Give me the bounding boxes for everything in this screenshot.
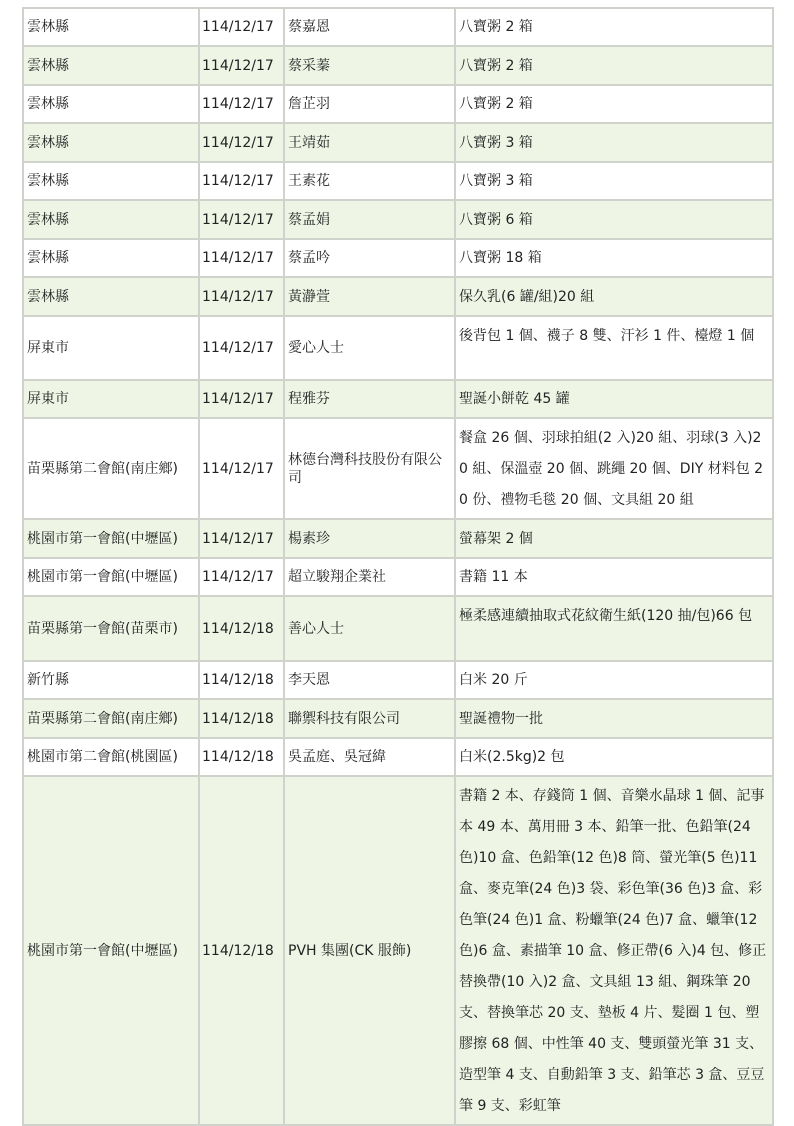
table-row	[23, 239, 773, 277]
location-cell: 雲林縣	[23, 85, 199, 123]
location-cell: 桃園市第一會館(中壢區)	[23, 519, 199, 558]
donor-cell: 蔡孟娟	[284, 200, 455, 239]
location-cell: 雲林縣	[23, 162, 199, 200]
donor-cell: 林德台灣科技股份有限公司	[284, 418, 455, 519]
items-cell: 餐盒 26 個、羽球拍組(2 入)20 組、羽球(3 入)20 組、保溫壺 20 個、跳繩 20 個、DIY 材料包 20 份、禮物毛毯 20 個、文具組 20 組	[455, 418, 773, 519]
date-cell: 114/12/17	[199, 239, 284, 277]
date-cell: 114/12/17	[199, 200, 284, 239]
date-cell: 114/12/17	[199, 123, 284, 162]
items-cell: 白米(2.5kg)2 包	[455, 738, 773, 776]
table-row	[23, 558, 773, 596]
location-cell: 雲林縣	[23, 277, 199, 316]
items-cell: 聖誕禮物一批	[455, 699, 773, 738]
donor-cell: 王素花	[284, 162, 455, 200]
donor-cell: 黃瀞萱	[284, 277, 455, 316]
location-cell: 桃園市第一會館(中壢區)	[23, 558, 199, 596]
table-row	[23, 277, 773, 316]
donor-cell: 楊素珍	[284, 519, 455, 558]
table-row	[23, 380, 773, 418]
date-cell: 114/12/18	[199, 596, 284, 661]
date-cell: 114/12/17	[199, 316, 284, 380]
location-cell: 苗栗縣第二會館(南庄鄉)	[23, 418, 199, 519]
location-cell: 苗栗縣第一會館(苗栗市)	[23, 596, 199, 661]
date-cell: 114/12/17	[199, 519, 284, 558]
table-row	[23, 738, 773, 776]
location-cell: 雲林縣	[23, 239, 199, 277]
table-row	[23, 418, 773, 519]
location-cell: 雲林縣	[23, 46, 199, 85]
table-row	[23, 123, 773, 162]
location-cell: 新竹縣	[23, 661, 199, 699]
location-cell: 雲林縣	[23, 123, 199, 162]
items-cell: 保久乳(6 罐/組)20 組	[455, 277, 773, 316]
donor-cell: 聯禦科技有限公司	[284, 699, 455, 738]
location-cell: 苗栗縣第二會館(南庄鄉)	[23, 699, 199, 738]
donor-cell: 吳孟庭、吳冠緯	[284, 738, 455, 776]
donor-cell: 善心人士	[284, 596, 455, 661]
donation-table	[22, 7, 774, 1126]
donor-cell: 李天恩	[284, 661, 455, 699]
table-row	[23, 200, 773, 239]
items-cell: 螢幕架 2 個	[455, 519, 773, 558]
table-row	[23, 316, 773, 380]
location-cell: 屏東市	[23, 380, 199, 418]
items-cell: 極柔感連續抽取式花紋衛生紙(120 抽/包)66 包	[455, 596, 773, 661]
donor-cell: 蔡采蓁	[284, 46, 455, 85]
location-cell: 雲林縣	[23, 8, 199, 46]
donor-cell: 程雅芬	[284, 380, 455, 418]
date-cell: 114/12/17	[199, 380, 284, 418]
table-row	[23, 776, 773, 1125]
table-row	[23, 8, 773, 46]
donor-cell: 蔡嘉恩	[284, 8, 455, 46]
location-cell: 桃園市第二會館(桃園區)	[23, 738, 199, 776]
donor-cell: PVH 集團(CK 服飾)	[284, 776, 455, 1125]
donor-cell: 詹芷羽	[284, 85, 455, 123]
table-row	[23, 162, 773, 200]
table-row	[23, 699, 773, 738]
items-cell: 書籍 2 本、存錢筒 1 個、音樂水晶球 1 個、記事本 49 本、萬用冊 3 本、鉛筆一批、色鉛筆(24 色)10 盒、色鉛筆(12 色)8 筒、螢光筆(5 色)11 盒、麥克筆(24 色)3 袋、彩色筆(36 色)3 盒、彩色筆(24 色)1 盒、粉蠟筆(24 色)7 盒、蠟筆(12 色)6 盒、素描筆 10 盒、修正帶(6 入)4 包、修正替換帶(10 入)2 盒、文具組 13 組、鋼珠筆 20 支、替換筆芯 20 支、墊板 4 片、髮圈 1 包、塑膠擦 68 個、中性筆 40 支、雙頭螢光筆 31 支、造型筆 4 支、自動鉛筆 3 支、鉛筆芯 3 盒、豆豆筆 9 支、彩虹筆	[455, 776, 773, 1125]
donor-cell: 王靖茹	[284, 123, 455, 162]
location-cell: 屏東市	[23, 316, 199, 380]
date-cell: 114/12/17	[199, 46, 284, 85]
location-cell: 桃園市第一會館(中壢區)	[23, 776, 199, 1125]
items-cell: 八寶粥 3 箱	[455, 162, 773, 200]
table-row	[23, 519, 773, 558]
donor-cell: 愛心人士	[284, 316, 455, 380]
location-cell: 雲林縣	[23, 200, 199, 239]
table-row	[23, 596, 773, 661]
donor-cell: 超立駿翔企業社	[284, 558, 455, 596]
date-cell: 114/12/18	[199, 661, 284, 699]
date-cell: 114/12/17	[199, 8, 284, 46]
table-row	[23, 661, 773, 699]
date-cell: 114/12/17	[199, 277, 284, 316]
items-cell: 書籍 11 本	[455, 558, 773, 596]
items-cell: 八寶粥 2 箱	[455, 8, 773, 46]
table-row	[23, 46, 773, 85]
items-cell: 八寶粥 6 箱	[455, 200, 773, 239]
donor-cell: 蔡孟吟	[284, 239, 455, 277]
table-row	[23, 85, 773, 123]
items-cell: 八寶粥 2 箱	[455, 46, 773, 85]
items-cell: 白米 20 斤	[455, 661, 773, 699]
items-cell: 八寶粥 3 箱	[455, 123, 773, 162]
items-cell: 聖誕小餅乾 45 罐	[455, 380, 773, 418]
date-cell: 114/12/17	[199, 85, 284, 123]
items-cell: 後背包 1 個、襪子 8 雙、汗衫 1 件、檯燈 1 個	[455, 316, 773, 380]
items-cell: 八寶粥 2 箱	[455, 85, 773, 123]
date-cell: 114/12/17	[199, 558, 284, 596]
date-cell: 114/12/18	[199, 738, 284, 776]
date-cell: 114/12/18	[199, 776, 284, 1125]
date-cell: 114/12/18	[199, 699, 284, 738]
items-cell: 八寶粥 18 箱	[455, 239, 773, 277]
date-cell: 114/12/17	[199, 162, 284, 200]
date-cell: 114/12/17	[199, 418, 284, 519]
